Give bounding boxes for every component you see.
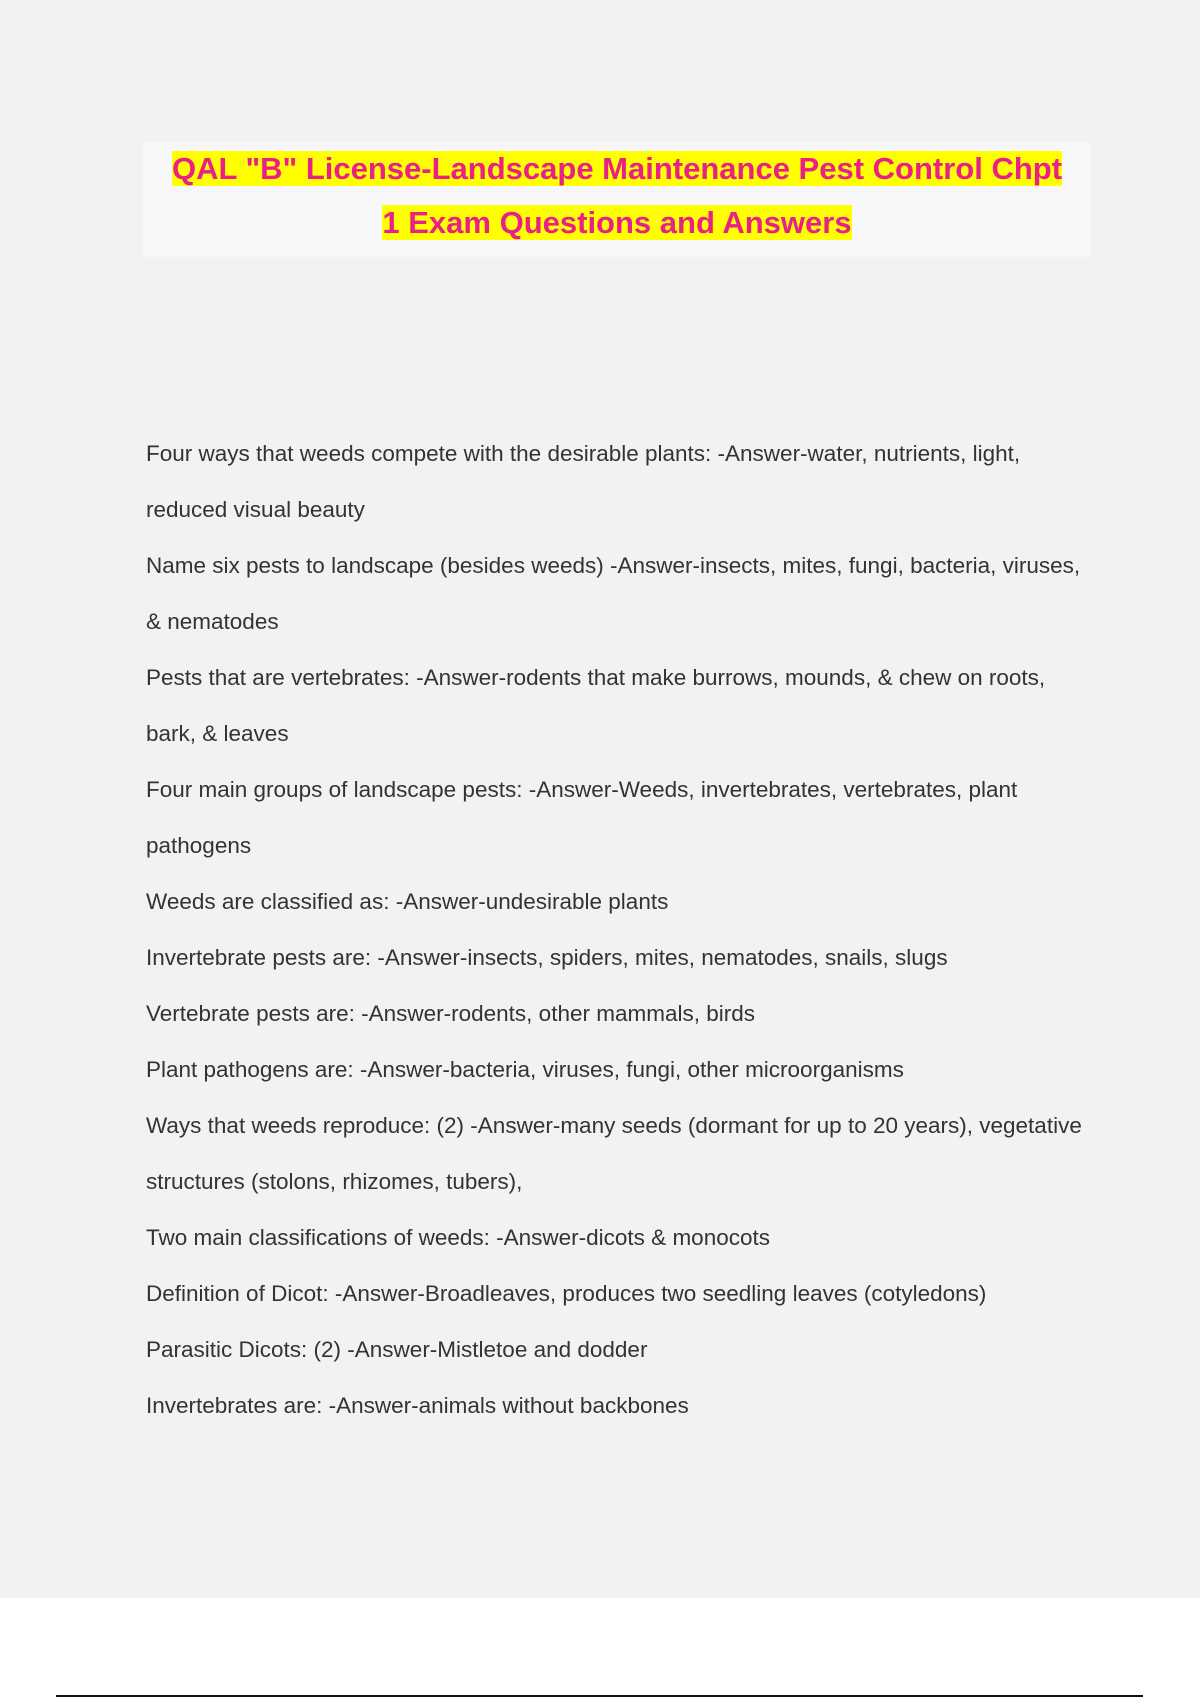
qa-item: Four ways that weeds compete with the desirable plants: -Answer-water, nutrients, light, reduced visual beauty	[146, 441, 1021, 522]
title-line-2: 1 Exam Questions and Answers	[382, 205, 852, 240]
document-title	[143, 142, 1091, 250]
qa-item: Invertebrate pests are: -Answer-insects, spiders, mites, nematodes, snails, slugs	[146, 945, 948, 970]
title-line-1: QAL "B" License-Landscape Maintenance Pest Control Chpt	[171, 151, 1063, 186]
qa-item: Two main classifications of weeds: -Answer-dicots & monocots	[146, 1225, 770, 1250]
footer-divider	[56, 1695, 1143, 1697]
qa-item: Parasitic Dicots: (2) -Answer-Mistletoe and dodder	[146, 1337, 648, 1362]
qa-item: Four main groups of landscape pests: -Answer-Weeds, invertebrates, vertebrates, plant pathogens	[146, 777, 1018, 858]
qa-item: Ways that weeds reproduce: (2) -Answer-many seeds (dormant for up to 20 years), vegetative structures (stolons, rhizomes, tubers),	[146, 1113, 1082, 1194]
qa-item: Weeds are classified as: -Answer-undesirable plants	[146, 889, 669, 914]
qa-item: Definition of Dicot: -Answer-Broadleaves, produces two seedling leaves (cotyledons)	[146, 1281, 987, 1306]
title-block	[143, 142, 1091, 257]
qa-item: Name six pests to landscape (besides weeds) -Answer-insects, mites, fungi, bacteria, viruses, & nematodes	[146, 553, 1081, 634]
qa-item: Plant pathogens are: -Answer-bacteria, viruses, fungi, other microorganisms	[146, 1057, 904, 1082]
qa-item: Vertebrate pests are: -Answer-rodents, other mammals, birds	[146, 1001, 755, 1026]
qa-item: Invertebrates are: -Answer-animals without backbones	[146, 1393, 689, 1418]
qa-list	[146, 426, 1096, 1434]
qa-item: Pests that are vertebrates: -Answer-rodents that make burrows, mounds, & chew on roots, bark, & leaves	[146, 665, 1046, 746]
